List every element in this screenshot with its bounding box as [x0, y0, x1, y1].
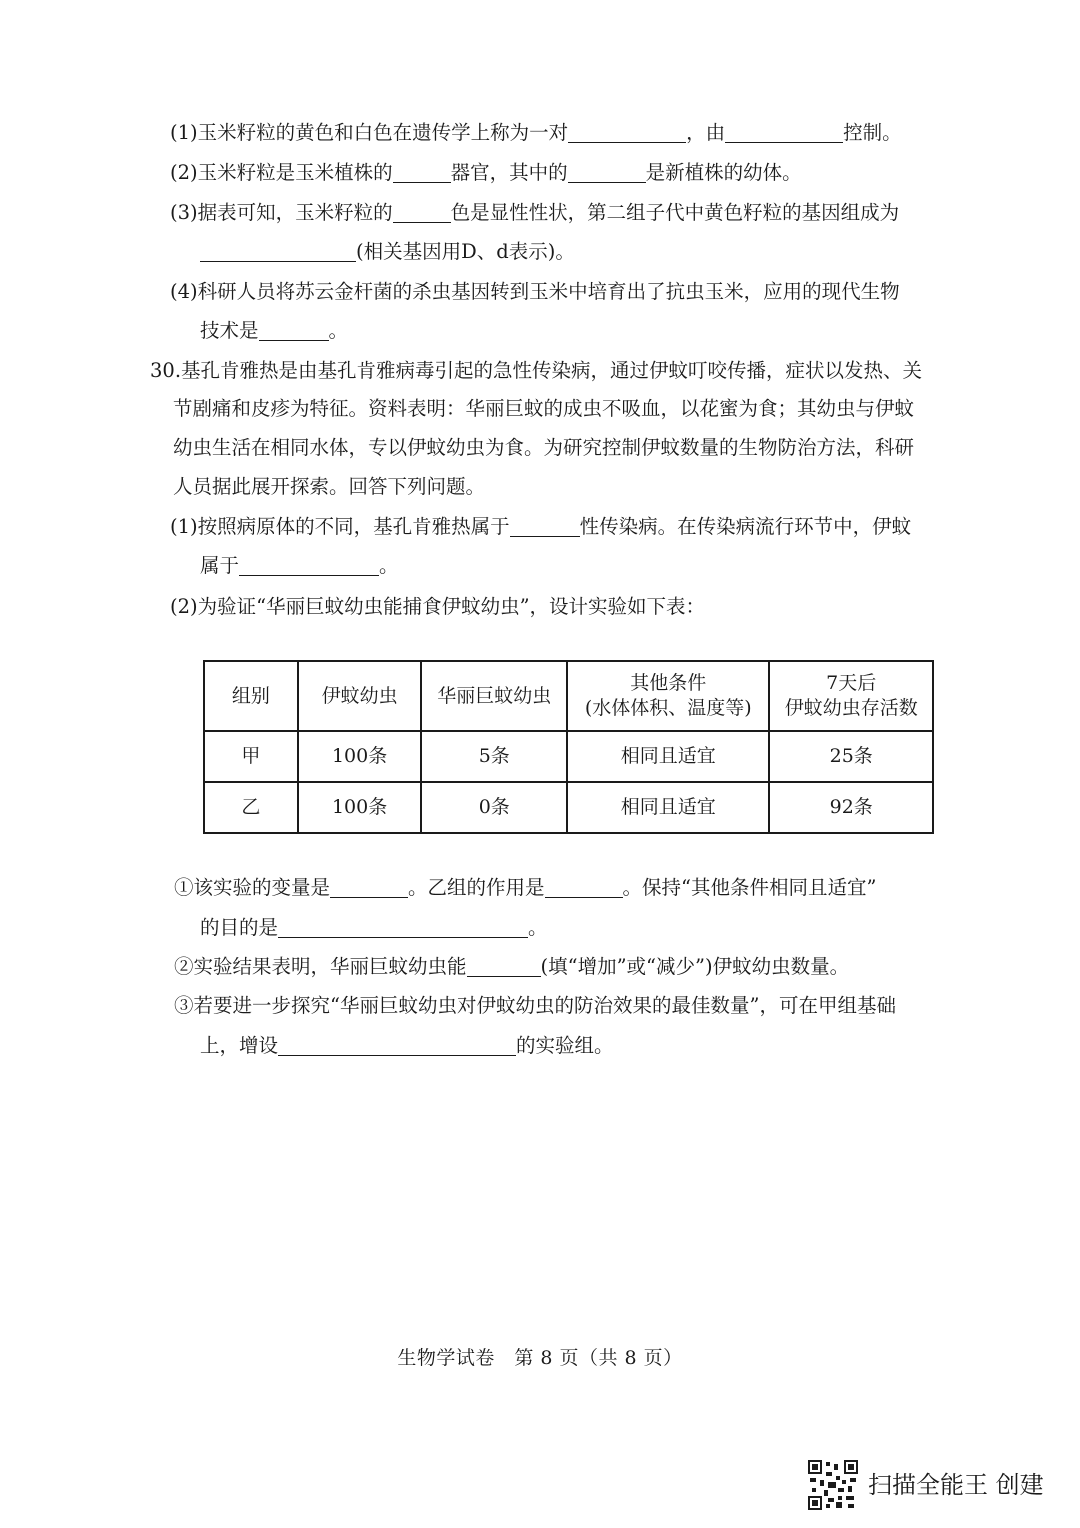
- q30-sub3: ③若要进一步探究“华丽巨蚊幼虫对伊蚊幼虫的防治效果的最佳数量”，可在甲组基础: [174, 994, 896, 1017]
- answer-blank[interactable]: [330, 877, 408, 898]
- table-cell: 相同且适宜: [567, 731, 769, 782]
- table-cell: 乙: [204, 782, 298, 833]
- q29-part3: (3)据表可知，玉米籽粒的 色是显性性状，第二组子代中黄色籽粒的基因组成为: [170, 201, 900, 224]
- answer-blank[interactable]: [467, 956, 541, 977]
- q30-sub1-cont: 的目的是 。: [200, 916, 548, 939]
- table-cell: 5条: [421, 731, 567, 782]
- table-cell: 相同且适宜: [567, 782, 769, 833]
- header-cell: 其他条件 (水体体积、温度等): [567, 661, 769, 731]
- answer-blank[interactable]: [278, 1035, 516, 1056]
- answer-blank[interactable]: [200, 241, 356, 262]
- table-cell: 92条: [769, 782, 933, 833]
- q29-part4: (4)科研人员将苏云金杆菌的杀虫基因转到玉米中培育出了抗虫玉米，应用的现代生物: [170, 280, 900, 303]
- q30-sub2: ②实验结果表明，华丽巨蚊幼虫能 (填“增加”或“减少”)伊蚊幼虫数量。: [174, 955, 850, 978]
- table-cell: 25条: [769, 731, 933, 782]
- answer-blank[interactable]: [510, 516, 580, 537]
- header-cell: 华丽巨蚊幼虫: [421, 661, 567, 731]
- answer-blank[interactable]: [239, 555, 379, 576]
- q30-sub1: ①该实验的变量是 。乙组的作用是 。保持“其他条件相同且适宜”: [174, 876, 877, 899]
- page-footer: 生物学试卷 第 8 页（共 8 页）: [397, 1347, 683, 1369]
- answer-blank[interactable]: [393, 162, 451, 183]
- answer-blank[interactable]: [568, 122, 686, 143]
- q30-intro-line-4: 人员据此展开探索。回答下列问题。: [173, 475, 486, 498]
- q30-intro-line-2: 节剧痛和皮疹为特征。资料表明：华丽巨蚊的成虫不吸血，以花蜜为食；其幼虫与伊蚊: [173, 397, 915, 420]
- q30-intro-line-1: 30.基孔肯雅热是由基孔肯雅病毒引起的急性传染病，通过伊蚊叮咬传播，症状以发热、关: [150, 359, 923, 382]
- q30-part2: (2)为验证“华丽巨蚊幼虫能捕食伊蚊幼虫”，设计实验如下表：: [170, 595, 706, 618]
- answer-blank[interactable]: [725, 122, 843, 143]
- header-cell: 7天后 伊蚊幼虫存活数: [769, 661, 933, 731]
- table-row: [204, 782, 933, 833]
- answer-blank[interactable]: [568, 162, 646, 183]
- q30-part1: (1)按照病原体的不同，基孔肯雅热属于 性传染病。在传染病流行环节中，伊蚊: [170, 515, 912, 538]
- q30-sub3-cont: 上，增设 的实验组。: [200, 1034, 614, 1057]
- table-row: [204, 731, 933, 782]
- header-cell: 组别: [204, 661, 298, 731]
- q29-part1: (1)玉米籽粒的黄色和白色在遗传学上称为一对 ，由 控制。: [170, 121, 902, 144]
- q30-part1-cont: 属于 。: [200, 554, 399, 577]
- qr-code-icon: [808, 1460, 858, 1510]
- q29-part4-cont: 技术是 。: [200, 319, 349, 342]
- table-cell: 100条: [298, 782, 422, 833]
- q29-part3-cont: (相关基因用D、d表示)。: [200, 237, 575, 267]
- table-cell: 0条: [421, 782, 567, 833]
- experiment-table: [203, 660, 934, 834]
- header-cell: 伊蚊幼虫: [298, 661, 422, 731]
- answer-blank[interactable]: [393, 202, 451, 223]
- answer-blank[interactable]: [259, 320, 329, 341]
- table-cell: 100条: [298, 731, 422, 782]
- table-cell: 甲: [204, 731, 298, 782]
- q30-intro-line-3: 幼虫生活在相同水体，专以伊蚊幼虫为食。为研究控制伊蚊数量的生物防治方法，科研: [173, 436, 915, 459]
- watermark-label: 扫描全能王 创建: [868, 1471, 1044, 1499]
- table-header-row: [204, 661, 933, 731]
- answer-blank[interactable]: [545, 877, 623, 898]
- q29-part2: (2)玉米籽粒是玉米植株的 器官，其中的 是新植株的幼体。: [170, 161, 802, 184]
- answer-blank[interactable]: [278, 917, 528, 938]
